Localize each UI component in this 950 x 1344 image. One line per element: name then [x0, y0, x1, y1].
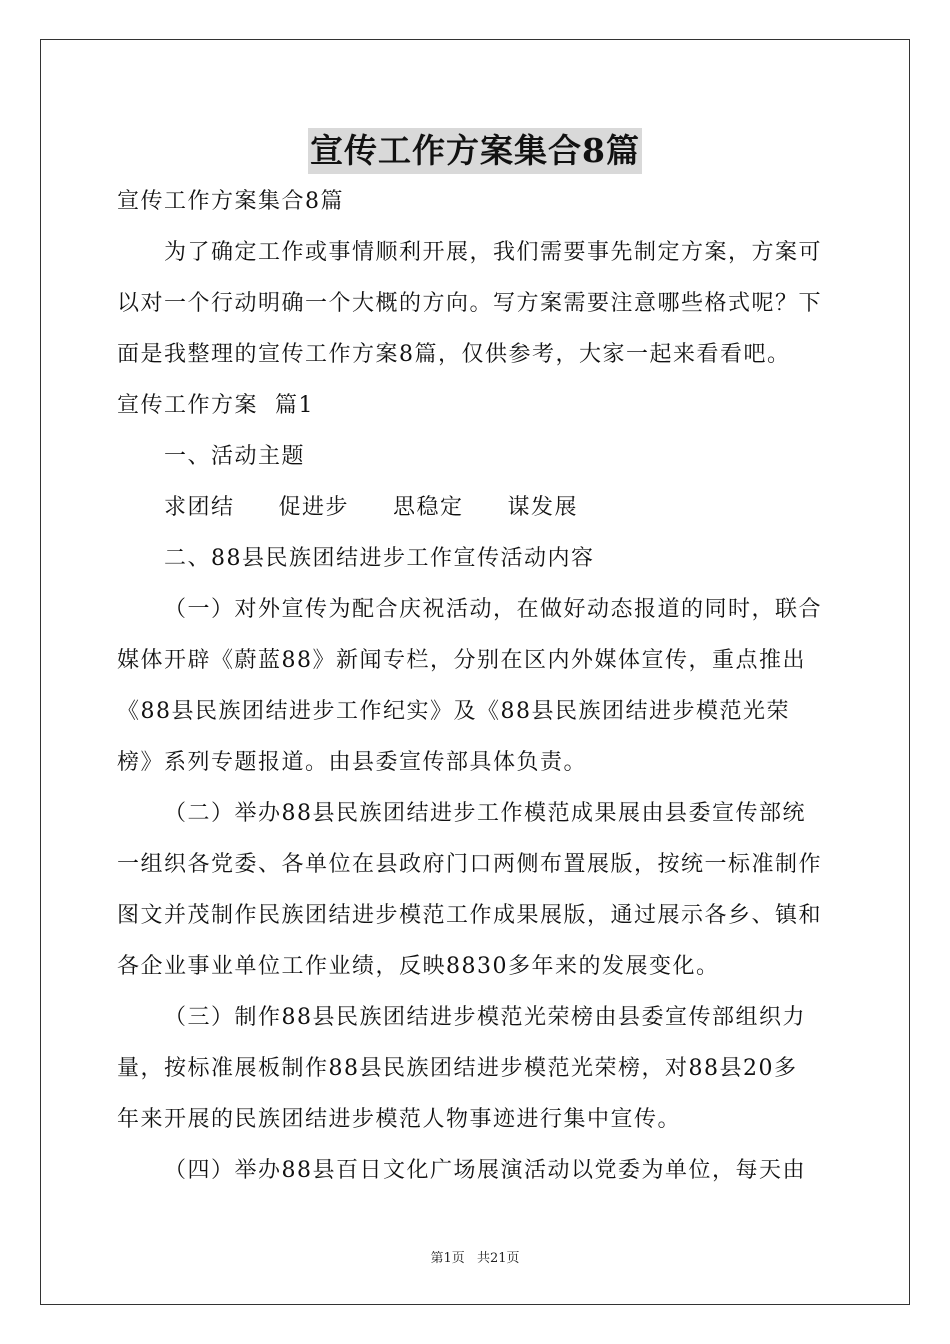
intro-line: 面是我整理的宣传工作方案8篇，仅供参考，大家一起来看看吧。 [117, 342, 791, 367]
paragraph-line: （三）制作88县民族团结进步模范光荣榜由县委宣传部组织力 [164, 1005, 806, 1030]
paragraph-line: 一组织各党委、各单位在县政府门口两侧布置展版，按统一标准制作 [117, 852, 823, 877]
paragraph-line: 图文并茂制作民族团结进步模范工作成果展版，通过展示各乡、镇和 [117, 903, 823, 928]
paragraph-line: 媒体开辟《蔚蓝88》新闻专栏，分别在区内外媒体宣传，重点推出 [117, 648, 806, 673]
intro-line: 为了确定工作或事情顺利开展，我们需要事先制定方案，方案可 [164, 240, 823, 265]
page-footer [0, 1247, 950, 1266]
intro-line: 以对一个行动明确一个大概的方向。写方案需要注意哪些格式呢？下 [117, 291, 823, 316]
slogan-item: 思稳定 [393, 495, 464, 520]
section-heading: 宣传工作方案 篇1 [117, 393, 314, 418]
paragraph-line: （一）对外宣传为配合庆祝活动，在做好动态报道的同时，联合 [164, 597, 823, 622]
theme-heading: 一、活动主题 [164, 444, 306, 469]
page-number: 第1页 [430, 1251, 465, 1266]
title-block [0, 128, 950, 174]
paragraph-line: （四）举办88县百日文化广场展演活动以党委为单位，每天由 [164, 1158, 806, 1183]
subtitle: 宣传工作方案集合8篇 [117, 189, 344, 214]
paragraph-line: 量，按标准展板制作88县民族团结进步模范光荣榜，对88县20多 [117, 1056, 798, 1081]
slogan-item: 求团结 [164, 495, 235, 520]
paragraph-line: 年来开展的民族团结进步模范人物事迹进行集中宣传。 [117, 1107, 682, 1132]
slogan-item: 谋发展 [507, 495, 579, 520]
slogan-item: 促进步 [278, 495, 350, 520]
paragraph-line: 《88县民族团结进步工作纪实》及《88县民族团结进步模范光荣 [117, 699, 790, 724]
document-body [117, 176, 835, 1196]
document-title: 宣传工作方案集合8篇 [308, 128, 642, 174]
paragraph-line: 各企业事业单位工作业绩，反映8830多年来的发展变化。 [117, 954, 720, 979]
page-total: 共21页 [476, 1251, 520, 1266]
slogan-row [117, 482, 835, 533]
content-heading: 二、88县民族团结进步工作宣传活动内容 [164, 546, 595, 571]
paragraph-line: （二）举办88县民族团结进步工作模范成果展由县委宣传部统 [164, 801, 806, 826]
paragraph-line: 榜》系列专题报道。由县委宣传部具体负责。 [117, 750, 588, 775]
